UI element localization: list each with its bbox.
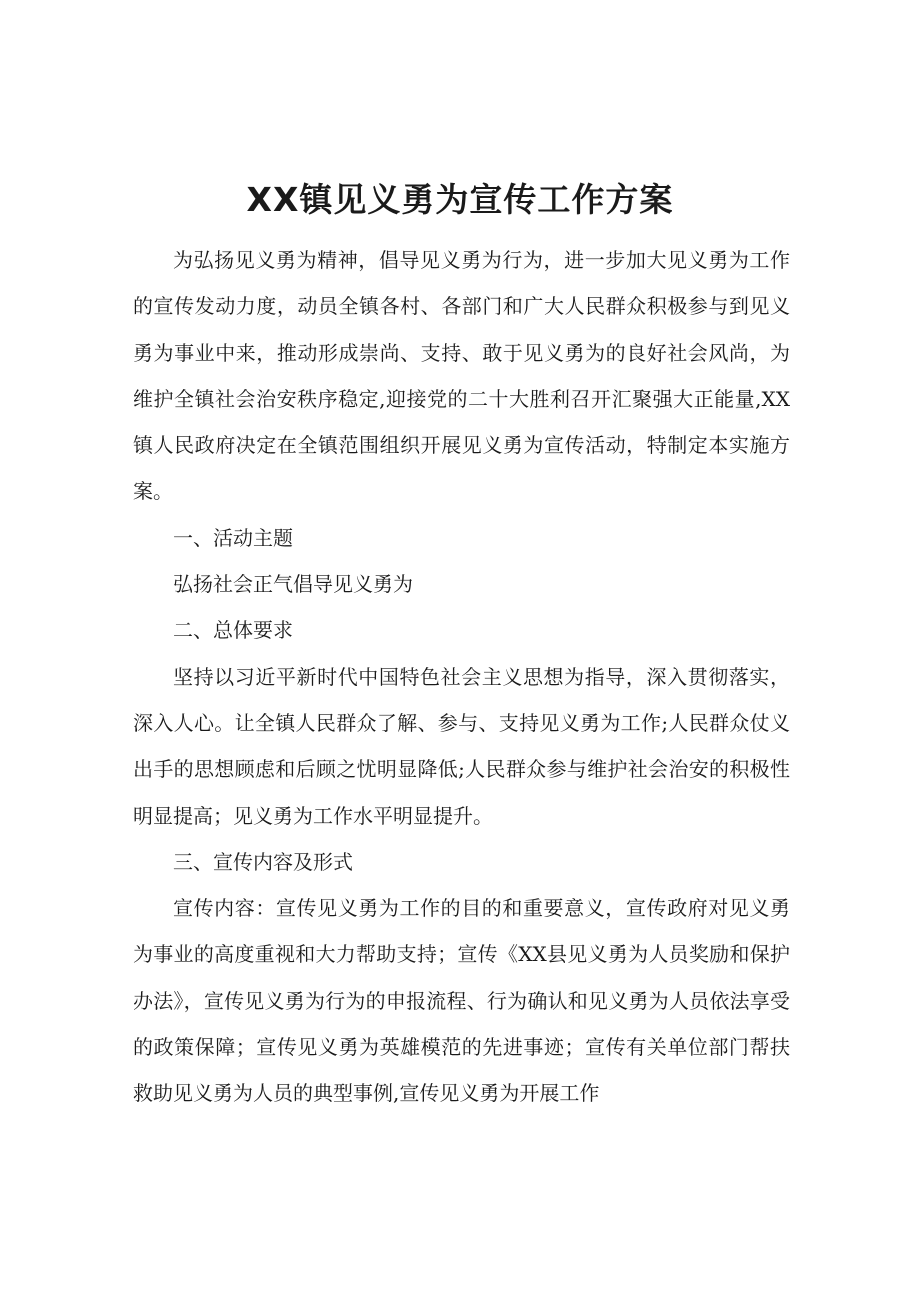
content-paragraph: 宣传内容：宣传见义勇为工作的目的和重要意义，宣传政府对见义勇为事业的高度重视和大力帮助支持；宣传《XX县见义勇为人员奖励和保护办法》，宣传见义勇为行为的申报流程、行为确认和见义勇为人员依法享受的政策保障；宣传见义勇为英雄模范的先进事迹；宣传有关单位部门帮扶救助见义勇为人员的典型事例,宣传见义勇为开展工作 (133, 896, 790, 1106)
section-heading-requirements: 二、总体要求 (173, 618, 293, 643)
intro-paragraph: 为弘扬见义勇为精神，倡导见义勇为行为，进一步加大见义勇为工作的宣传发动力度，动员全镇各村、各部门和广大人民群众积极参与到见义勇为事业中来，推动形成崇尚、支持、敢于见义勇为的良好社会风尚，为维护全镇社会治安秩序稳定,迎接党的二十大胜利召开汇聚强大正能量,XX镇人民政府决定在全镇范围组织开展见义勇为宣传活动，特制定本实施方案。 (133, 248, 790, 504)
section-heading-content: 三、宣传内容及形式 (173, 849, 353, 874)
theme-paragraph: 弘扬社会正气倡导见义勇为 (173, 572, 413, 597)
section-heading-theme: 一、活动主题 (173, 525, 293, 550)
requirements-paragraph: 坚持以习近平新时代中国特色社会主义思想为指导，深入贯彻落实，深入人心。让全镇人民群众了解、参与、支持见义勇为工作;人民群众仗义出手的思想顾虑和后顾之忧明显降低;人民群众参与维护社会治安的积极性明显提高；见义勇为工作水平明显提升。 (133, 664, 790, 828)
document-title: XX镇见义勇为宣传工作方案 (246, 180, 674, 219)
document-body (133, 237, 790, 1117)
